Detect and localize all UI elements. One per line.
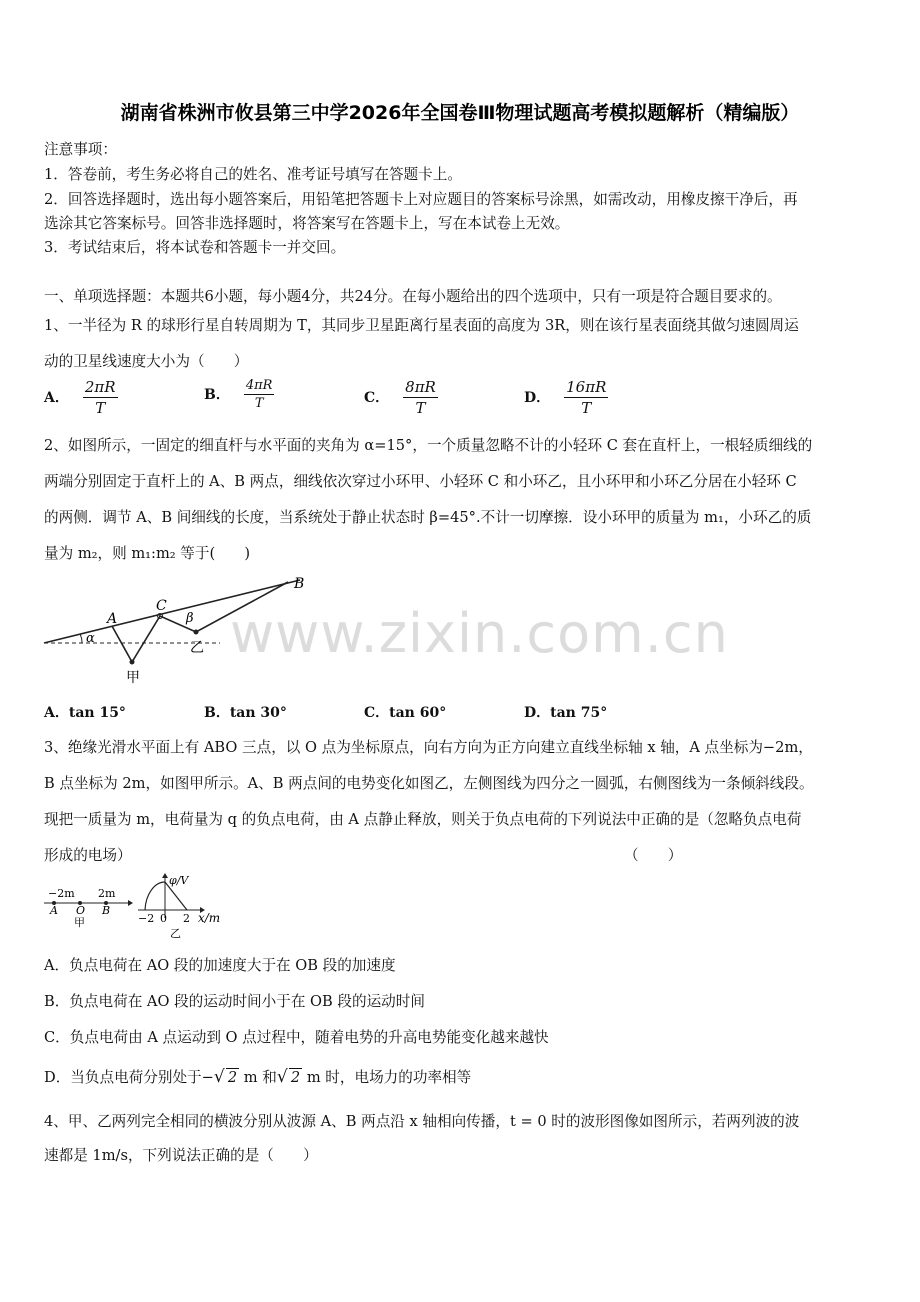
q3-line: 3、绝缘光滑水平面上有 ABO 三点，以 O 点为坐标原点，向右方向为正方向建立直线坐标轴 x 轴，A 点坐标为−2m， [44,739,813,756]
q2-line: 两端分别固定于直杆上的 A、B 两点，细线依次穿过小环甲、小轻环 C 和小环乙，且小环甲和小环乙分居在小轻环 C [44,473,797,490]
y-axis-label: φ/V [169,874,189,887]
q2-option-b: B．tan 30° [204,705,287,721]
x-axis-label: x/m [198,911,221,925]
figure-label-yi: 乙 [190,640,204,656]
label-point-a: A [50,904,58,917]
page-title: 湖南省株洲市攸县第三中学2026年全国卷Ⅲ物理试题高考模拟题解析（精编版） [120,102,800,124]
q1-option-c: C． $\frac{8\pi R}{T}$ [364,378,436,417]
q1-option-a: A． $\frac{2\pi R}{T}$ [44,378,116,417]
q2-option-d: D．tan 75° [524,705,608,721]
figure-label-jia: 甲 [126,670,140,686]
sqrt-symbol: √ 2 [277,1069,302,1086]
figure-label-beta: β [186,611,194,626]
fig-caption-jia: 甲 [74,916,85,929]
q1-option-d: D． $\frac{16\pi R}{T}$ [524,378,607,417]
label-minus-2m: −2m [48,887,75,900]
q4-line: 速都是 1m/s，下列说法正确的是（ ） [44,1147,318,1164]
figure-label-alpha: α [86,631,95,646]
q3-option-d: D．当负点电荷分别处于−√ 2 m 和√ 2 m 时，电场力的功率相等 [44,1066,471,1087]
label-point-b: B [102,904,111,917]
notice-item: 3．考试结束后，将本试卷和答题卡一并交回。 [44,239,346,256]
q1-line: 动的卫星线速度大小为（ ） [44,353,249,370]
q4-line: 4、甲、乙两列完全相同的横波分别从波源 A、B 两点沿 x 轴相向传播，t = 0 时的波形图像如图所示，若两列波的波 [44,1113,800,1130]
q3-option-c: C．负点电荷由 A 点运动到 O 点过程中，随着电势的升高电势能变化越来越快 [44,1029,549,1046]
q3-line: 现把一质量为 m，电荷量为 q 的负点电荷，由 A 点静止释放，则关于负点电荷的下列说法中正确的是（忽略负点电荷 [44,811,802,828]
q2-option-a: A．tan 15° [44,705,126,721]
tick-2: 2 [183,912,190,925]
q2-line: 的两侧．调节 A、B 间细线的长度，当系统处于静止状态时 β=45°.不计一切摩擦．设小环甲的质量为 m₁，小环乙的质 [44,509,812,526]
notice-heading: 注意事项： [44,141,117,158]
q2-line: 量为 m₂，则 m₁:m₂ 等于( ) [44,545,251,562]
label-2m: 2m [98,887,116,900]
q2-option-c: C．tan 60° [364,705,447,721]
q1-line: 1、一半径为 R 的球形行星自转周期为 T，其同步卫星距离行星表面的高度为 3R，则在该行星表面绕其做匀速圆周运 [44,317,799,334]
notice-item: 1．答卷前，考生务必将自己的姓名、准考证号填写在答题卡上。 [44,166,462,183]
q2-line: 2、如图所示，一固定的细直杆与水平面的夹角为 α=15°，一个质量忽略不计的小轻环 C 套在直杆上，一根轻质细线的 [44,437,813,454]
answer-paren: （ ） [624,847,683,864]
watermark: www.zixin.com.cn [230,602,729,665]
tick-minus-2: −2 [138,912,155,925]
label-point-o: O [76,904,86,917]
sqrt-symbol: √ 2 [214,1069,239,1086]
tick-0: 0 [160,912,167,925]
notice-item: 选涂其它答案标号。回答非选择题时，将答案写在答题卡上，写在本试卷上无效。 [44,215,570,232]
fig-caption-yi: 乙 [170,927,181,940]
figure-label-b: B [294,576,305,592]
q1-option-b: B． $\frac{4\pi R}{T}$ [204,378,273,411]
q3-line: B 点坐标为 2m，如图甲所示。A、B 两点间的电势变化如图乙，左侧图线为四分之一圆弧，右侧图线为一条倾斜线段。 [44,775,814,792]
notice-item: 2．回答选择题时，选出每小题答案后，用铅笔把答题卡上对应题目的答案标号涂黑，如需改动，用橡皮擦干净后，再 [44,191,798,208]
section-heading: 一、单项选择题：本题共6小题，每小题4分，共24分。在每小题给出的四个选项中，只有一项是符合题目要求的。 [44,288,782,305]
figure-label-c: C [156,598,167,614]
q3-option-b: B．负点电荷在 AO 段的运动时间小于在 OB 段的运动时间 [44,993,425,1010]
q3-option-a: A．负点电荷在 AO 段的加速度大于在 OB 段的加速度 [44,957,396,974]
figure-label-a: A [107,611,118,627]
q3-line: 形成的电场） [44,847,132,864]
